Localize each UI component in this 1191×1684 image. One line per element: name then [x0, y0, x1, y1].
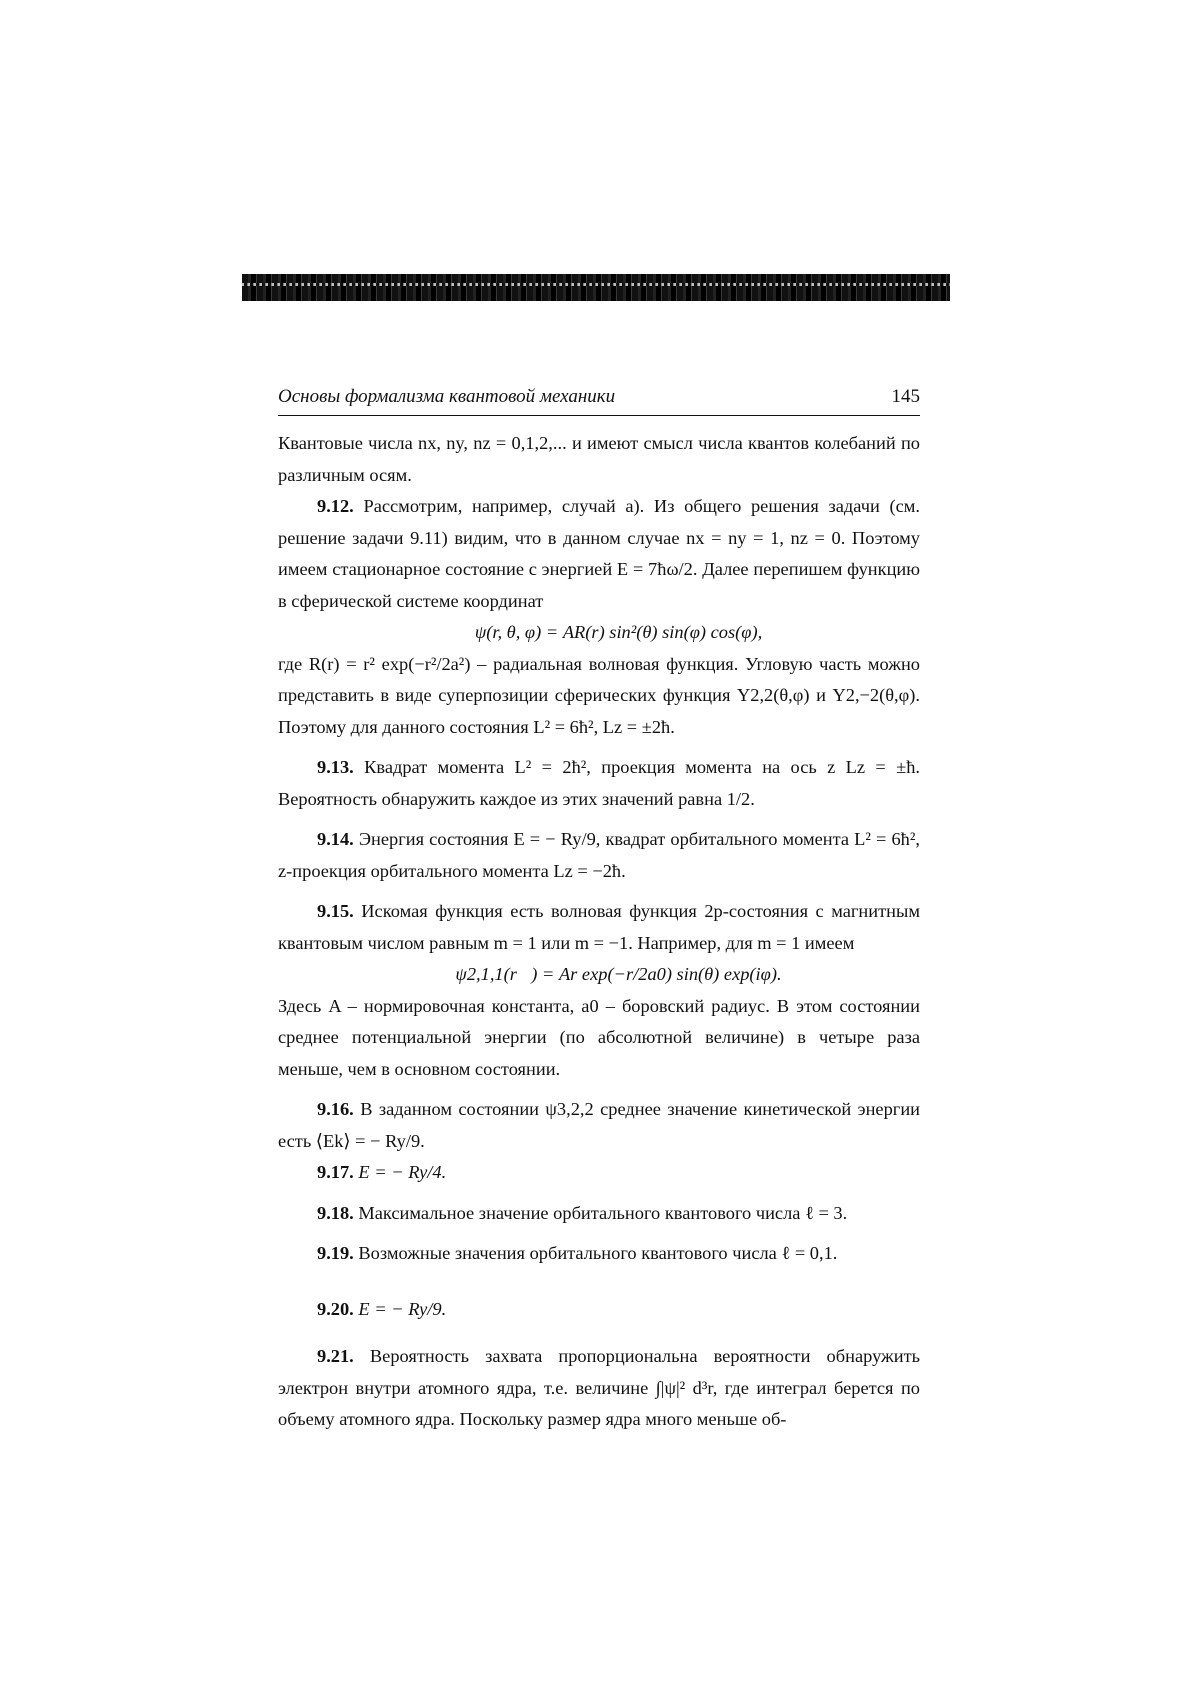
problem-number: 9.21. [317, 1346, 354, 1366]
problem-number: 9.17. [317, 1162, 354, 1182]
problem-number: 9.14. [317, 829, 354, 849]
problem-number: 9.18. [317, 1202, 354, 1223]
formula-psi-spherical: ψ(r, θ, φ) = AR(r) sin²(θ) sin(φ) cos(φ), [474, 622, 763, 642]
problem-9-14: 9.14. Энергия состояния E = − Ry/9, квадрат орбитального момента L² = 6ħ², z-проекция орбитального момента Lz = −2ħ. [278, 829, 920, 881]
formula-psi-211: ψ2,1,1(r⃗) = Ar exp(−r/2a0) sin(θ) exp(iφ). [455, 964, 782, 984]
problem-number: 9.15. [317, 901, 354, 921]
problem-9-20: 9.20. E = − Ry/9. [317, 1298, 447, 1319]
problem-number: 9.16. [317, 1099, 354, 1119]
problem-number: 9.12. [317, 496, 354, 516]
page-body [278, 428, 920, 1436]
problem-9-19: 9.19. Возможные значения орбитального квантового числа ℓ = 0,1. [317, 1243, 838, 1263]
running-title: Основы формализма квантовой механики [278, 386, 616, 407]
paragraph-quantum-numbers: Квантовые числа nx, ny, nz = 0,1,2,... и имеют смысл числа квантов колебаний по различным осям. [278, 433, 920, 485]
problem-9-16: 9.16. В заданном состоянии ψ3,2,2 среднее значение кинетической энергии есть ⟨Ek⟩ = − Ry/9. [278, 1099, 920, 1151]
paragraph-normalization: Здесь A – нормировочная константа, a0 – боровский радиус. В этом состоянии среднее потенциальной энергии (по абсолютной величине) в четыре раза меньше, чем в основном состоянии. [278, 995, 920, 1079]
problem-9-15: 9.15. Искомая функция есть волновая функция 2p-состояния с магнитным квантовым числом равным m = 1 или m = −1. Например, для m = 1 имеем [278, 901, 920, 953]
problem-number: 9.20. [317, 1298, 354, 1319]
problem-9-21: 9.21. Вероятность захвата пропорциональна вероятности обнаружить электрон внутри атомного ядра, т.е. величине ∫|ψ|² d³r, где интеграл берется по объему атомного ядра. Поскольку размер ядра много меньше об- [278, 1346, 920, 1429]
page-header [278, 385, 920, 416]
page-number: 145 [891, 386, 920, 407]
problem-number: 9.13. [317, 757, 354, 777]
problem-number: 9.19. [317, 1243, 354, 1263]
scan-artifact-bar [242, 274, 950, 301]
problem-9-18: 9.18. Максимальное значение орбитального квантового числа ℓ = 3. [317, 1202, 848, 1223]
problem-9-13: 9.13. Квадрат момента L² = 2ħ², проекция момента на ось z Lz = ±ħ. Вероятность обнаружить каждое из этих значений равна 1/2. [278, 757, 920, 809]
problem-9-17: 9.17. E = − Ry/4. [317, 1162, 447, 1182]
paragraph-radial-function: где R(r) = r² exp(−r²/2a²) – радиальная волновая функция. Угловую часть можно представить в виде суперпозиции сферических функция Y2,2(θ,φ) и Y2,−2(θ,φ). Поэтому для данного состояния L² = 6ħ², Lz = ±2ħ. [278, 653, 920, 737]
problem-9-12: 9.12. Рассмотрим, например, случай а). Из общего решения задачи (см. решение задачи 9.11) видим, что в данном случае nx = ny = 1, nz = 0. Поэтому имеем стационарное состояние с энергией E = 7ħω/2. Далее перепишем функцию в сферической системе координат [278, 496, 920, 611]
